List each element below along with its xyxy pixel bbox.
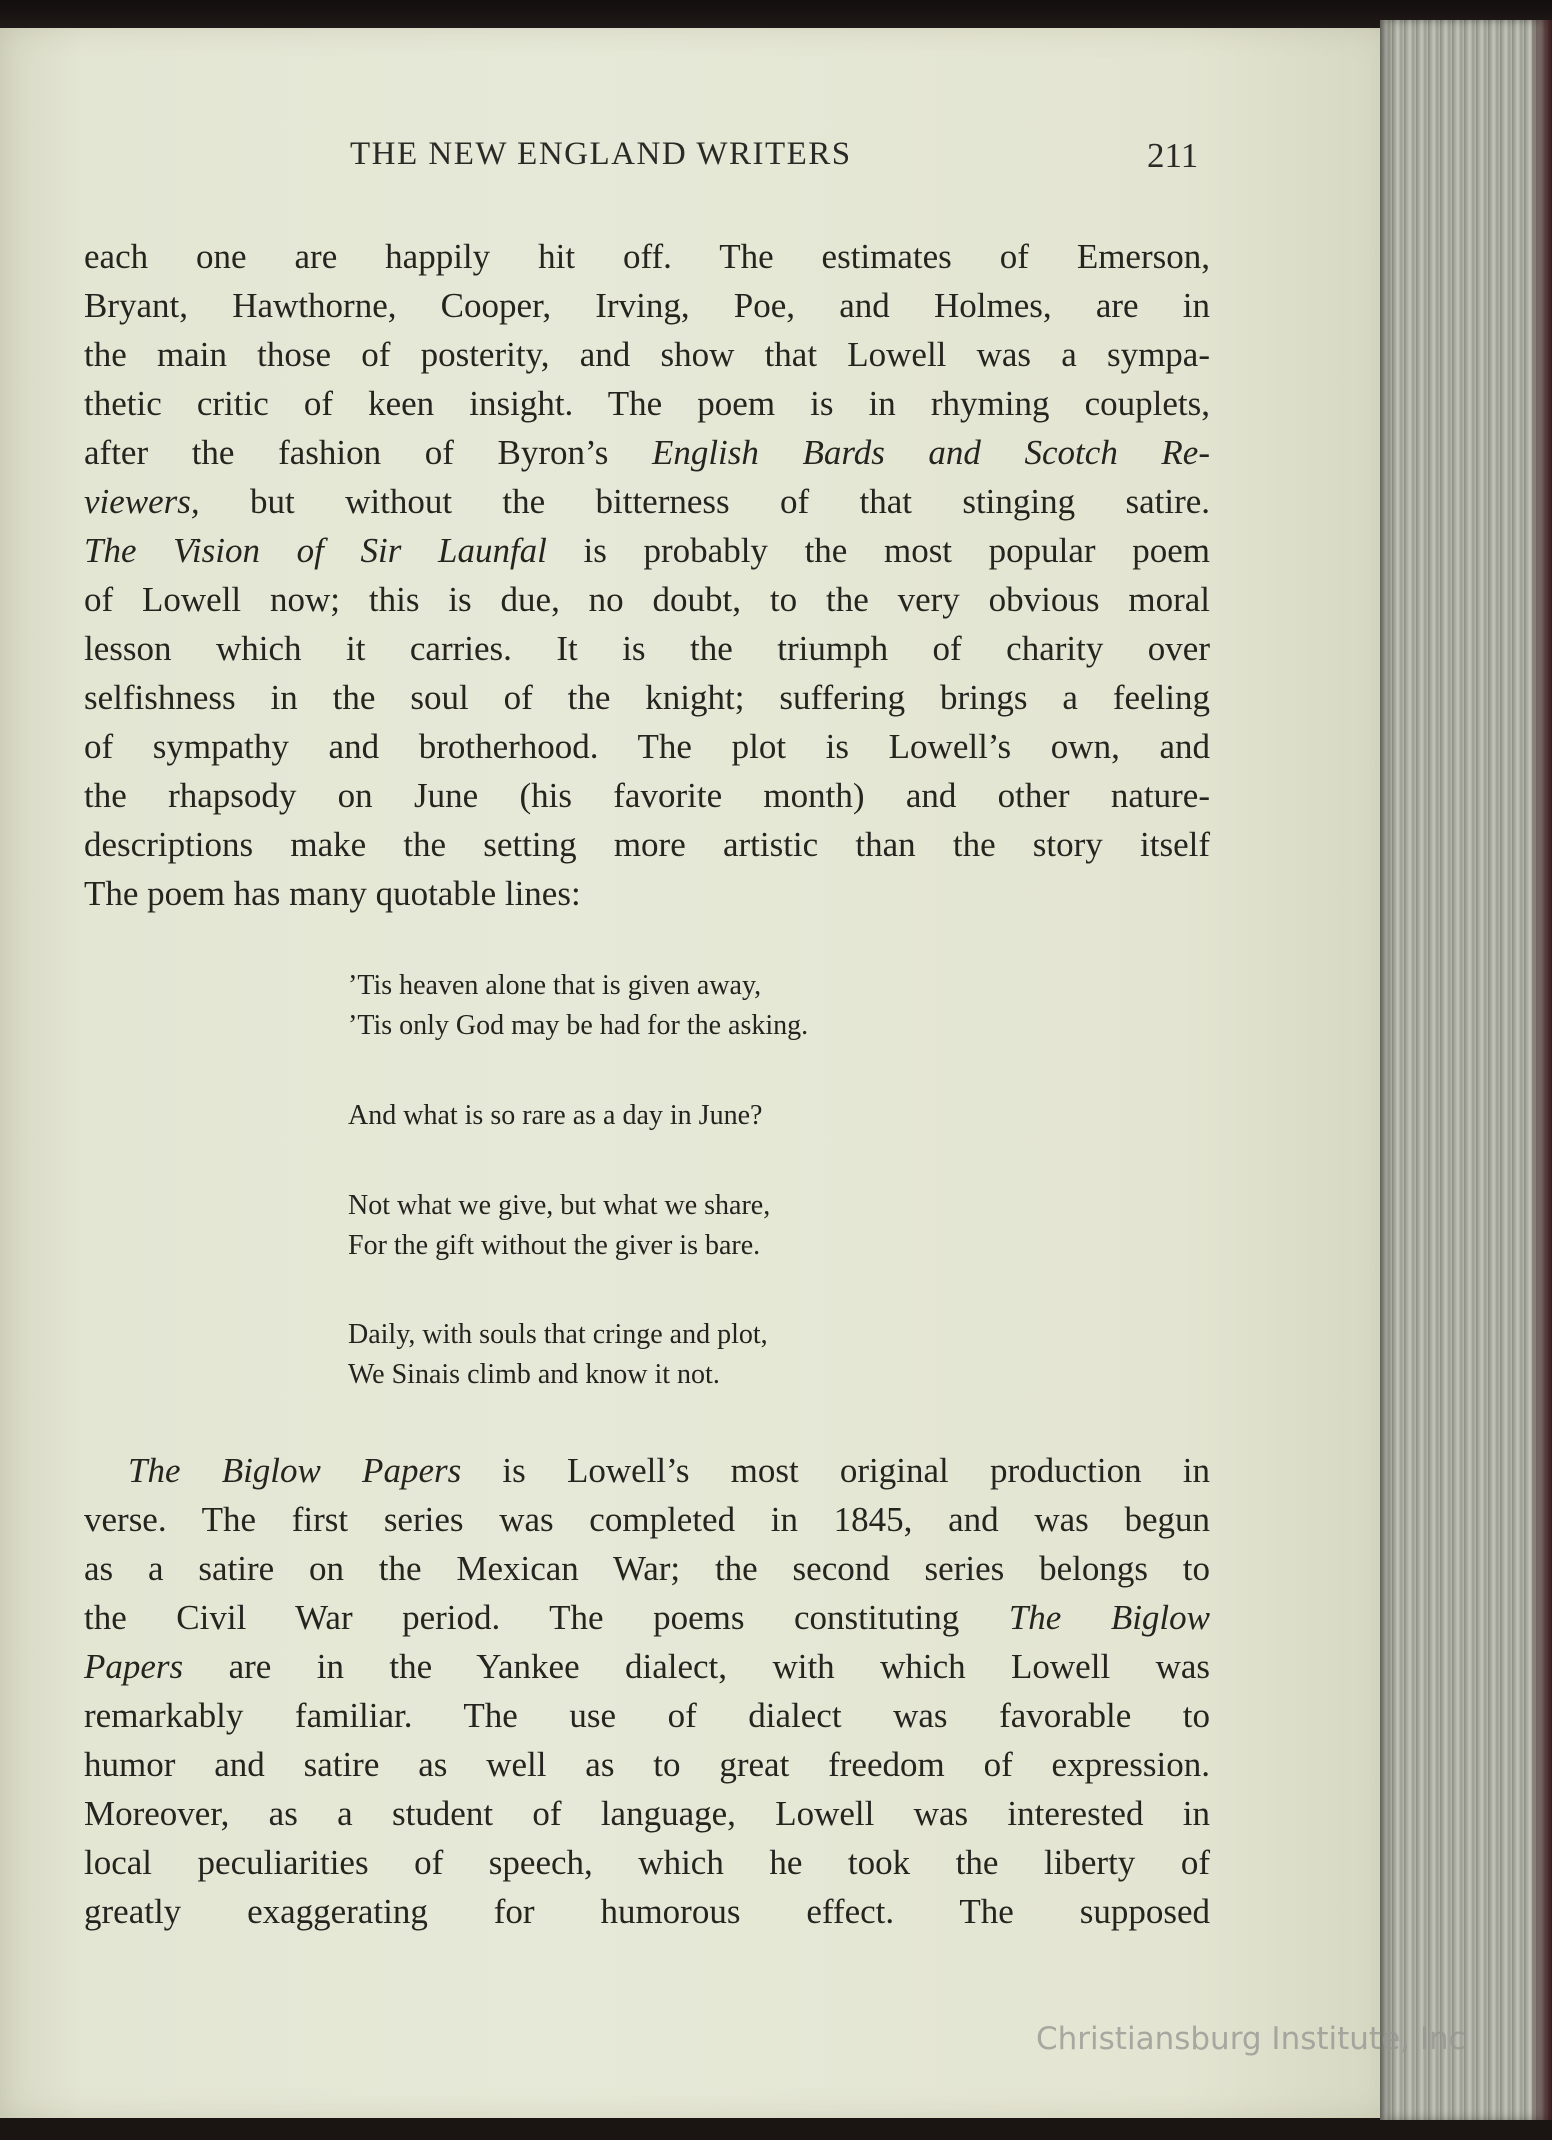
text-line: Moreover, as a student of language, Lowell was interested in	[84, 1794, 1210, 1833]
verse-stanza	[348, 966, 1108, 1046]
verse-stanza	[348, 1186, 1108, 1266]
text-fragment: but without the bitterness of that stinging satire.	[250, 482, 1211, 521]
italic-title: The Biglow	[1008, 1598, 1211, 1637]
text-line	[84, 526, 1210, 575]
italic-title: The Vision of Sir Launfal	[84, 531, 547, 570]
running-head	[350, 136, 1210, 186]
watermark: Christiansburg Institute, Inc	[1036, 2021, 1466, 2057]
text-line	[84, 1593, 1210, 1642]
verse-line: Daily, with souls that cringe and plot,	[348, 1319, 768, 1350]
text-line: of sympathy and brotherhood. The plot is Lowell’s own, and	[84, 727, 1210, 766]
italic-title: English Bards and Scotch Re-	[651, 433, 1210, 472]
text-fragment: after the fashion of Byron’s	[84, 433, 609, 472]
text-line: descriptions make the setting more artistic than the story itself	[84, 825, 1210, 864]
text-line: remarkably familiar. The use of dialect was favorable to	[84, 1696, 1210, 1735]
text-line: Bryant, Hawthorne, Cooper, Irving, Poe, and Holmes, are in	[84, 286, 1210, 325]
text-line: humor and satire as well as to great freedom of expression.	[84, 1745, 1210, 1784]
paragraph-lowell-critic	[84, 232, 1210, 918]
page-number: 211	[1147, 136, 1199, 175]
text-line: the rhapsody on June (his favorite month) and other nature-	[84, 776, 1210, 815]
verse-line: ’Tis only God may be had for the asking.	[348, 1010, 809, 1041]
text-fragment: are in the Yankee dialect, with which Lowell was	[228, 1647, 1211, 1686]
text-fragment: is probably the most popular poem	[583, 531, 1210, 570]
verse-line: Not what we give, but what we share,	[348, 1190, 771, 1221]
text-line	[84, 1642, 1210, 1691]
verse-line: And what is so rare as a day in June?	[348, 1100, 763, 1131]
text-line: the main those of posterity, and show that Lowell was a sympa-	[84, 335, 1210, 374]
italic-title: viewers,	[84, 482, 200, 521]
italic-title: Papers	[84, 1647, 184, 1686]
text-line: each one are happily hit off. The estimates of Emerson,	[84, 237, 1210, 276]
verse-stanza	[348, 1315, 1108, 1395]
verse-line: We Sinais climb and know it not.	[348, 1359, 720, 1390]
verse-line: For the gift without the giver is bare.	[348, 1230, 761, 1261]
text-line: lesson which it carries. It is the triumph of charity over	[84, 629, 1210, 668]
text-fragment: is Lowell’s most original production in	[502, 1451, 1211, 1490]
text-line: thetic critic of keen insight. The poem is in rhyming couplets,	[84, 384, 1210, 423]
text-line: local peculiarities of speech, which he took the liberty of	[84, 1843, 1210, 1882]
italic-title: The Biglow Papers	[128, 1451, 462, 1490]
text-line: The poem has many quotable lines:	[84, 874, 581, 913]
running-head-title: THE NEW ENGLAND WRITERS	[350, 136, 852, 172]
text-line	[84, 428, 1210, 477]
text-line: greatly exaggerating for humorous effect. The supposed	[84, 1892, 1210, 1931]
verse-stanza	[348, 1096, 1108, 1136]
verse-line: ’Tis heaven alone that is given away,	[348, 970, 762, 1001]
text-line: as a satire on the Mexican War; the second series belongs to	[84, 1549, 1210, 1588]
text-line: selfishness in the soul of the knight; suffering brings a feeling	[84, 678, 1210, 717]
text-line	[84, 1446, 1210, 1495]
text-line: verse. The first series was completed in 1845, and was begun	[84, 1500, 1210, 1539]
text-fragment: the Civil War period. The poems constituting	[84, 1598, 960, 1637]
page-edges	[1380, 20, 1552, 2120]
text-line	[84, 477, 1210, 526]
paragraph-biglow-papers	[84, 1446, 1210, 1936]
text-line: of Lowell now; this is due, no doubt, to the very obvious moral	[84, 580, 1210, 619]
